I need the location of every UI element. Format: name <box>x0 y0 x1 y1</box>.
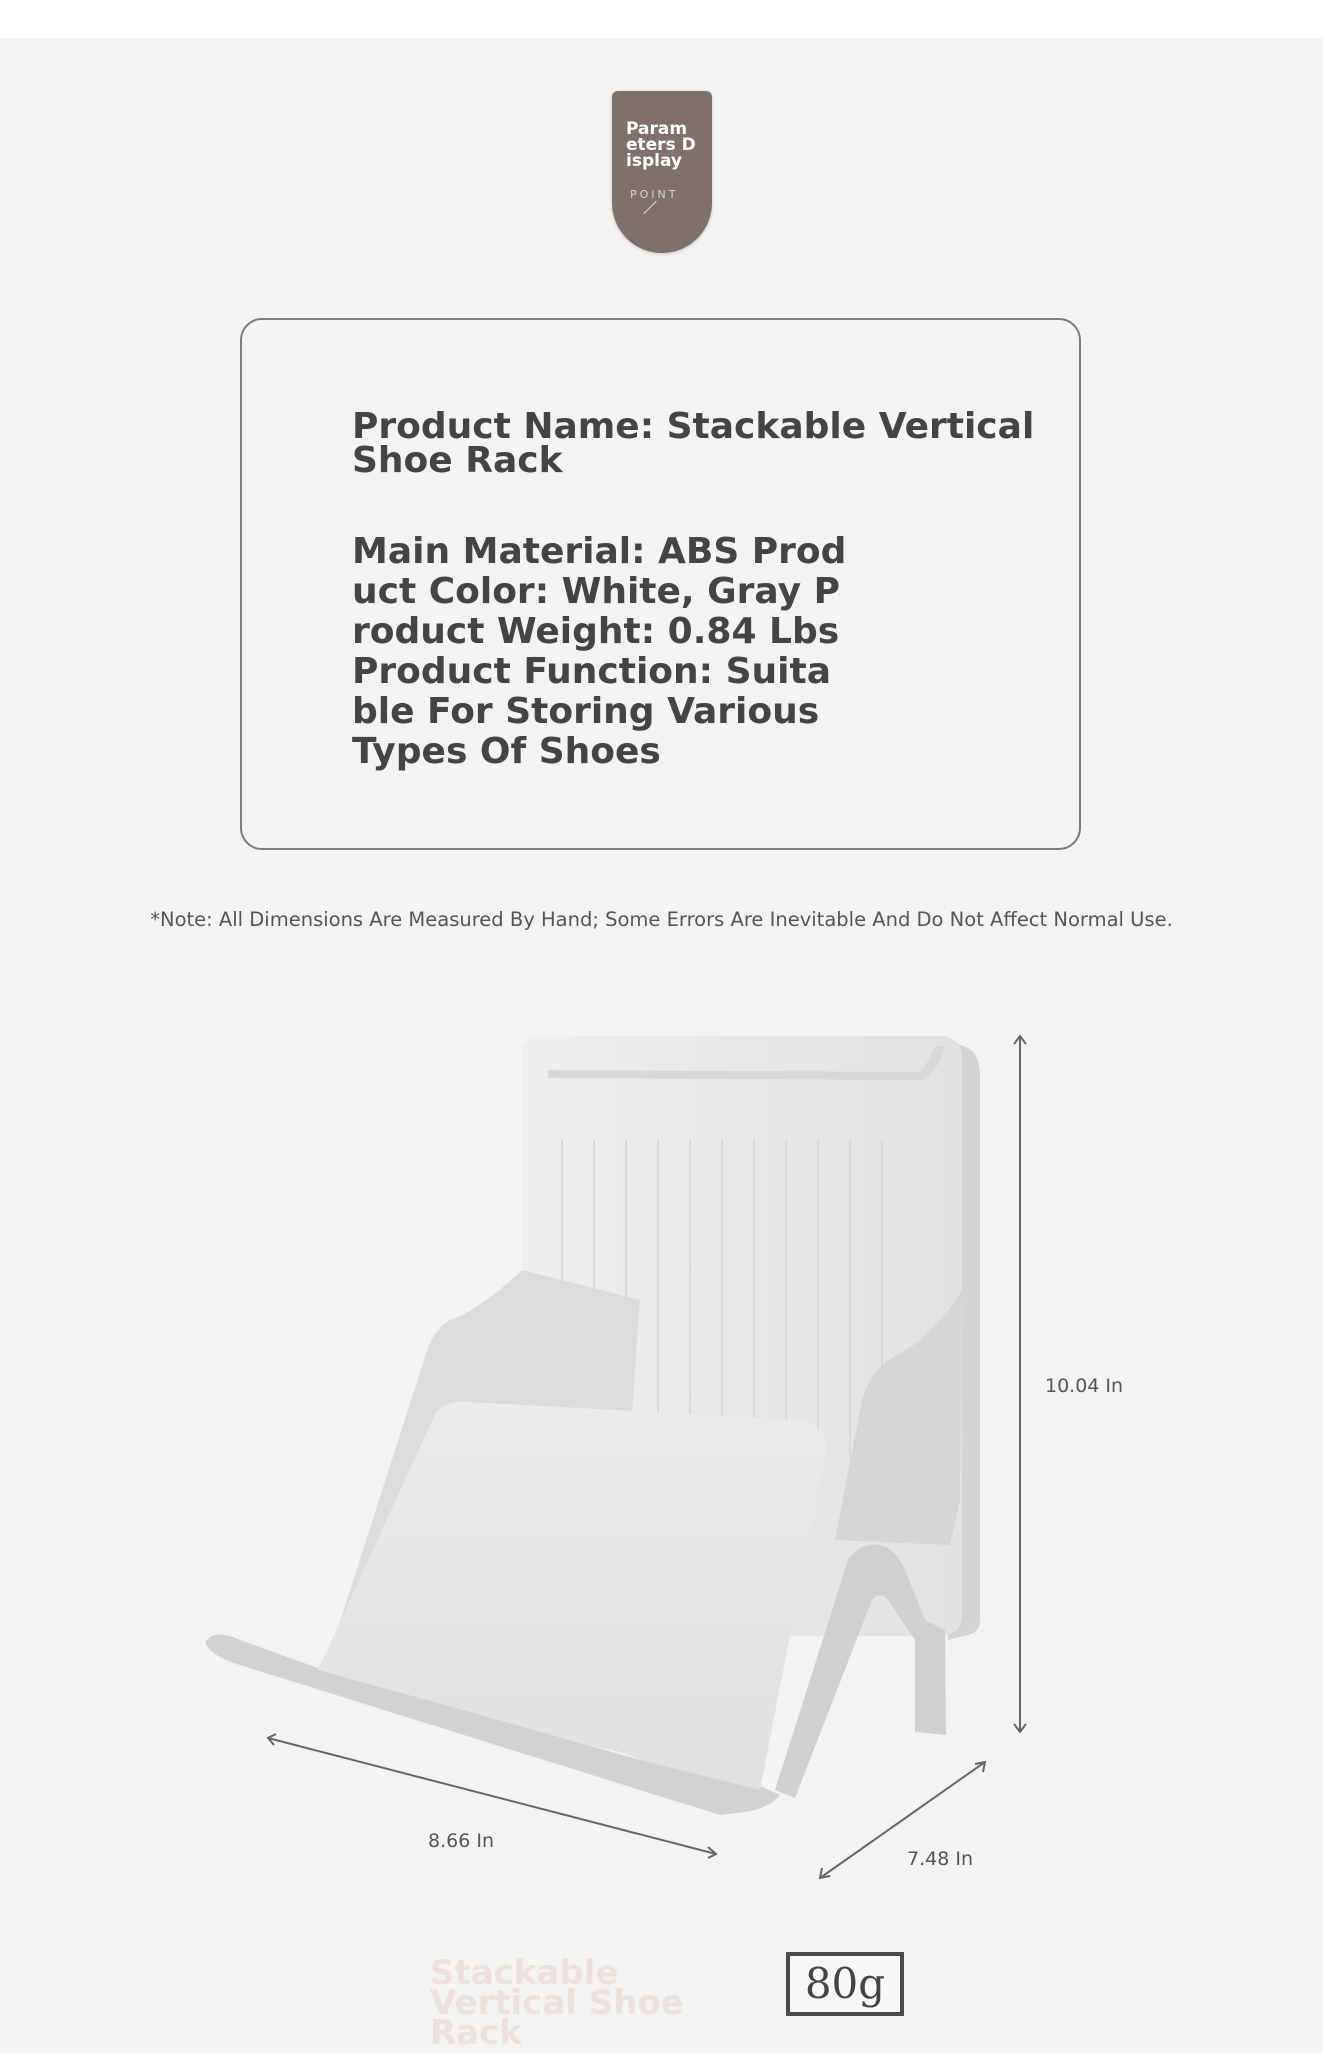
faded-product-title: Stackable Vertical Shoe Rack <box>430 1953 684 2053</box>
depth-dimension-label: 7.48 In <box>907 1848 973 1870</box>
height-arrow <box>1014 1036 1026 1732</box>
product-details-text: Main Material: ABS Product Color: White, Gray Product Weight: 0.84 Lbs Product Function: Suitable For Storing Various Types Of Shoes <box>352 531 847 772</box>
width-dimension-label: 8.66 In <box>428 1830 494 1852</box>
product-name-text: Product Name: Stackable Vertical Shoe Rack <box>352 406 1035 481</box>
badge-title: Param eters D isplay <box>626 119 696 171</box>
badge-subtitle: POINT <box>630 188 679 201</box>
weight-label-box: 80g <box>786 1952 904 2016</box>
height-dimension-label: 10.04 In <box>1045 1375 1124 1397</box>
measurement-note: *Note: All Dimensions Are Measured By Hand; Some Errors Are Inevitable And Do Not Affect Normal Use. <box>150 908 1173 931</box>
